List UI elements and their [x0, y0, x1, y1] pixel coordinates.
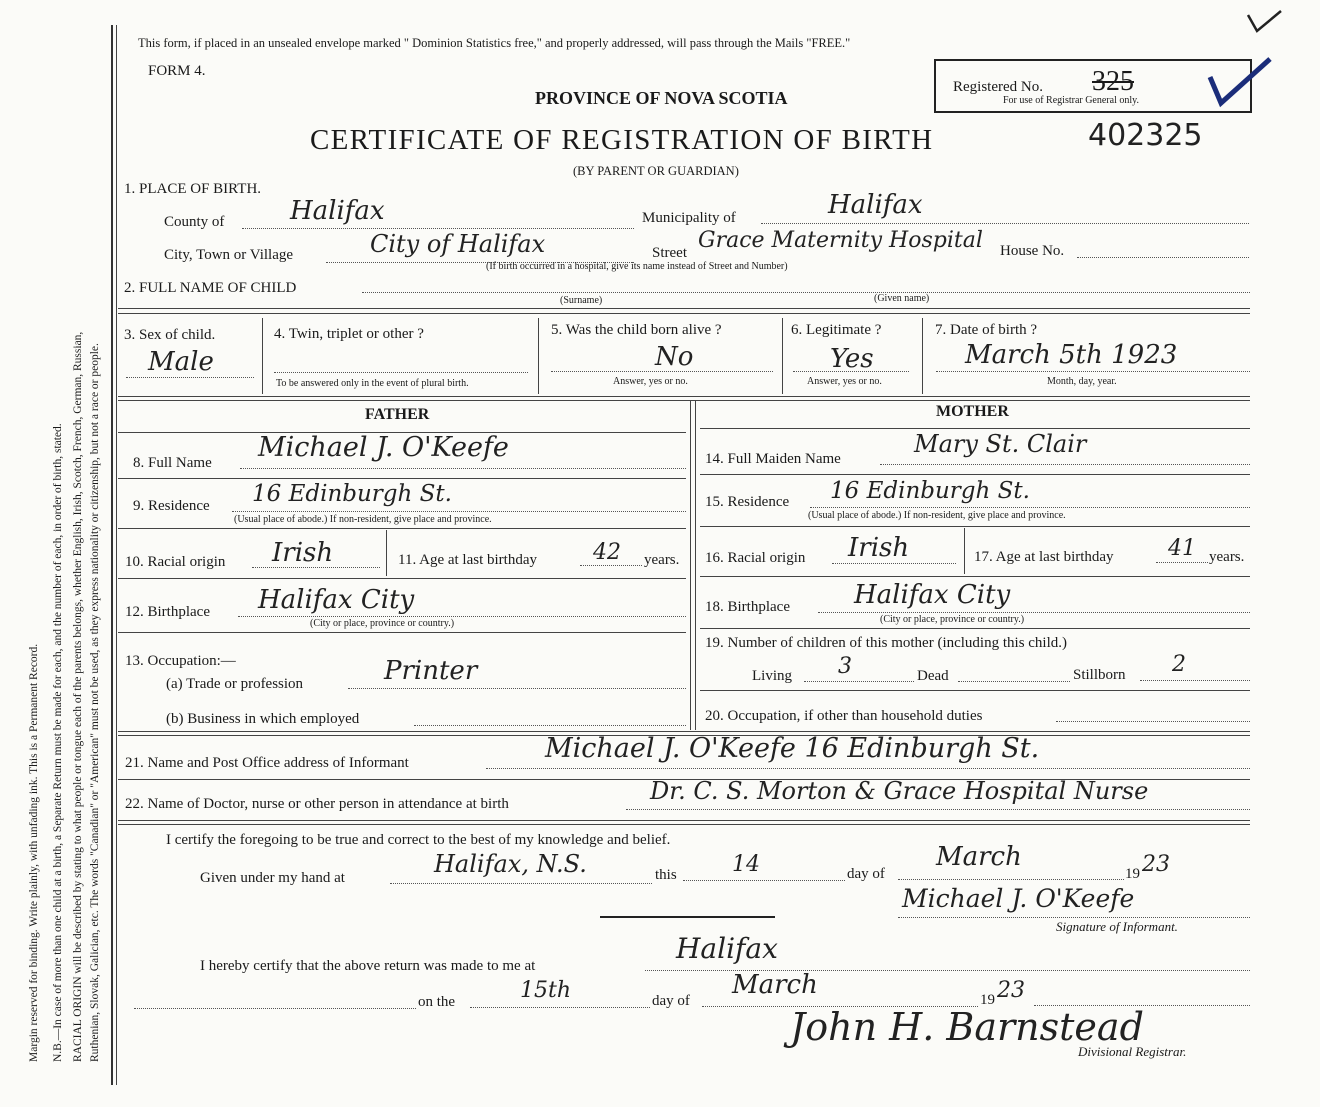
father-age-value: 42 [593, 540, 621, 565]
stillborn-line [1140, 680, 1250, 681]
year-value: 23 [1142, 852, 1170, 877]
county-line [242, 228, 634, 229]
father-heading: FATHER [365, 406, 430, 423]
child-name-label: 2. FULL NAME OF CHILD [124, 280, 297, 296]
twin-label: 4. Twin, triplet or other ? [274, 326, 424, 342]
mother-occupation-label: 20. Occupation, if other than household duties [705, 708, 983, 724]
mother-age-value: 41 [1168, 536, 1196, 561]
mother-years-label: years. [1209, 549, 1245, 565]
registrar-label: Divisional Registrar. [1078, 1044, 1187, 1059]
father-residence-value: 16 Edinburgh St. [252, 481, 452, 507]
mother-race-label: 16. Racial origin [705, 550, 806, 566]
informant-line [486, 768, 1250, 769]
city-label: City, Town or Village [164, 247, 294, 263]
municipality-line [761, 223, 1249, 224]
rule-4 [118, 400, 1250, 401]
reg-day-line [470, 1007, 650, 1008]
street-value: Grace Maternity Hospital [698, 228, 983, 253]
living-line [804, 681, 914, 682]
born-alive-value: No [655, 342, 694, 372]
rule-3 [118, 396, 1250, 397]
center-divider-2 [695, 400, 696, 730]
check-mark-icon [1205, 55, 1275, 110]
mother-rule-5 [700, 628, 1250, 629]
reg-month-value: March [732, 970, 818, 1000]
given-label: Given under my hand at [200, 870, 345, 886]
margin-note-3: RACIAL ORIGIN will be described by stating to what people or tongue each of the parents belongs, whether English, Irish, Scotch, French, German, Russian, [72, 331, 84, 1062]
rule-1 [118, 308, 1250, 309]
mother-birthplace-label: 18. Birthplace [705, 599, 790, 615]
trade-line [348, 688, 686, 689]
mother-race-line [832, 563, 956, 564]
binding-line-inner [116, 25, 117, 1085]
business-line [414, 725, 686, 726]
father-birthplace-value: Halifax City [258, 585, 415, 615]
dob-note: Month, day, year. [1047, 376, 1117, 387]
trade-label: (a) Trade or profession [166, 676, 304, 692]
father-name-line [240, 468, 686, 469]
father-birthplace-label: 12. Birthplace [125, 604, 210, 620]
mother-abode-note: (Usual place of abode.) If non-resident, give place and province. [808, 510, 1066, 521]
mother-age-line [1156, 562, 1208, 563]
rule-5 [118, 731, 1250, 732]
dead-line [958, 681, 1070, 682]
mother-residence-label: 15. Residence [705, 494, 790, 510]
binding-line [111, 25, 113, 1085]
legitimate-value: Yes [830, 344, 874, 374]
this-label: this [655, 867, 677, 883]
registrar-use-note: For use of Registrar General only. [1003, 95, 1139, 106]
county-value: Halifax [290, 196, 385, 226]
mother-rule-4 [700, 576, 1250, 577]
born-alive-label: 5. Was the child born alive ? [551, 322, 722, 338]
reg-day-of-label: day of [652, 993, 690, 1009]
doctor-value: Dr. C. S. Morton & Grace Hospital Nurse [650, 777, 1149, 805]
return-place-value: Halifax [676, 932, 778, 965]
mother-race-value: Irish [848, 533, 910, 563]
mother-residence-line [810, 507, 1250, 508]
mother-rule-1 [700, 428, 1250, 429]
certify-statement: I certify the foregoing to be true and correct to the best of my knowledge and belief. [166, 832, 671, 848]
mother-heading: MOTHER [936, 403, 1009, 420]
informant-label: 21. Name and Post Office address of Informant [125, 755, 409, 771]
business-label: (b) Business in which employed [166, 711, 360, 727]
registered-value: 325 [1092, 66, 1134, 97]
legitimate-note: Answer, yes or no. [807, 376, 882, 387]
father-rule-2 [118, 478, 686, 479]
registered-label: Registered No. [953, 79, 1043, 95]
father-birthplace-line [238, 616, 686, 617]
twin-line [274, 372, 528, 373]
father-years-label: years. [644, 552, 680, 568]
father-rule-3 [118, 528, 686, 529]
informant-value: Michael J. O'Keefe 16 Edinburgh St. [545, 733, 1040, 764]
father-residence-label: 9. Residence [133, 498, 210, 514]
margin-note-1: Margin reserved for binding. Write plainly, with unfading ink. This is a Permanent Record. [28, 643, 40, 1062]
father-residence-line [232, 511, 686, 512]
father-race-value: Irish [272, 538, 334, 568]
center-divider [690, 400, 691, 730]
legitimate-label: 6. Legitimate ? [791, 322, 882, 338]
house-label: House No. [1000, 243, 1065, 259]
occupation-label: 13. Occupation:— [125, 653, 236, 669]
mother-name-line [880, 464, 1250, 465]
mother-birthplace-value: Halifax City [854, 580, 1011, 610]
sex-line [126, 377, 254, 378]
col-divider-2 [538, 318, 539, 394]
col-divider-3 [782, 318, 783, 394]
father-race-label: 10. Racial origin [125, 554, 226, 570]
municipality-value: Halifax [828, 190, 923, 220]
day-line [683, 880, 845, 881]
mother-birthplace-note: (City or place, province or country.) [880, 614, 1025, 625]
return-day-pre-line [134, 1008, 416, 1009]
rule-9 [118, 824, 1250, 825]
dob-value: March 5th 1923 [965, 340, 1178, 370]
mail-note: This form, if placed in an unsealed envelope marked " Dominion Statistics free," and properly addressed, will pass through the Mails "FREE." [138, 36, 851, 50]
registrar-signature: John H. Barnstead [790, 1005, 1144, 1049]
stillborn-label: Stillborn [1073, 667, 1126, 683]
mother-name-label: 14. Full Maiden Name [705, 451, 841, 467]
given-name-note: (Given name) [874, 293, 930, 304]
municipality-label: Municipality of [642, 210, 736, 226]
mother-occupation-line [1056, 721, 1250, 722]
col-divider-1 [262, 318, 263, 394]
dob-label: 7. Date of birth ? [935, 322, 1038, 338]
rule-2 [118, 313, 1250, 314]
place-of-birth-label: 1. PLACE OF BIRTH. [124, 181, 262, 197]
on-the-label: on the [418, 994, 456, 1010]
col-divider-4 [922, 318, 923, 394]
hospital-note: (If birth occurred in a hospital, give its name instead of Street and Number) [486, 261, 788, 272]
father-name-value: Michael J. O'Keefe [258, 432, 509, 463]
mother-age-label: 17. Age at last birthday [974, 549, 1114, 565]
dob-line [936, 371, 1250, 372]
county-label: County of [164, 214, 225, 230]
mother-race-divider [964, 528, 965, 574]
sex-value: Male [148, 347, 214, 377]
surname-note: (Surname) [560, 295, 603, 306]
father-rule-5 [118, 632, 686, 633]
doctor-label: 22. Name of Doctor, nurse or other person in attendance at birth [125, 796, 509, 812]
doctor-line [626, 809, 1250, 810]
year-prefix: 19 [1125, 866, 1140, 882]
mother-birthplace-line [818, 612, 1250, 613]
day-value: 14 [732, 852, 760, 877]
mother-name-value: Mary St. Clair [914, 430, 1087, 458]
given-place-value: Halifax, N.S. [434, 850, 587, 878]
registrar-stamp-line [600, 916, 775, 918]
form-number: FORM 4. [148, 63, 206, 79]
margin-note-4: Ruthenian, Slovak, Galician, etc. The words "Canadian" or "American" must not be used, as they express nationality or citizenship, but not a race or people. [89, 343, 101, 1062]
child-name-line [362, 292, 1250, 293]
trade-value: Printer [384, 656, 478, 686]
given-place-line [390, 883, 652, 884]
registration-number: 402325 [1088, 118, 1203, 153]
father-age-line [580, 565, 642, 566]
house-line [1077, 257, 1249, 258]
month-line [898, 879, 1124, 880]
street-label: Street [652, 245, 687, 261]
twin-note: To be answered only in the event of plural birth. [276, 378, 469, 389]
page-title: CERTIFICATE OF REGISTRATION OF BIRTH [310, 124, 934, 156]
margin-note-2: N.B.—In case of more than one child at a birth, a Separate Return must be made for each, and the number of each, in order of birth, stated. [52, 423, 64, 1062]
page-subtitle: (BY PARENT OR GUARDIAN) [573, 164, 739, 178]
rule-8 [118, 820, 1250, 821]
corner-check-mark-icon [1245, 5, 1285, 35]
mother-rule-3 [700, 526, 1250, 527]
reg-year-value: 23 [997, 978, 1025, 1003]
reg-year-prefix: 19 [980, 992, 995, 1008]
sex-label: 3. Sex of child. [124, 327, 216, 343]
signature-label: Signature of Informant. [1056, 919, 1178, 934]
father-abode-note: (Usual place of abode.) If non-resident, give place and province. [234, 514, 492, 525]
children-label: 19. Number of children of this mother (including this child.) [705, 635, 1068, 651]
province: PROVINCE OF NOVA SCOTIA [535, 88, 788, 108]
informant-signature: Michael J. O'Keefe [902, 884, 1135, 913]
city-value: City of Halifax [370, 230, 546, 258]
father-birthplace-note: (City or place, province or country.) [310, 618, 455, 629]
living-value: 3 [838, 654, 852, 679]
stillborn-value: 2 [1172, 652, 1186, 677]
father-name-label: 8. Full Name [133, 455, 212, 471]
day-of-label: day of [847, 866, 885, 882]
mother-rule-2 [700, 474, 1250, 475]
return-label: I hereby certify that the above return was made to me at [200, 958, 536, 974]
father-age-label: 11. Age at last birthday [398, 552, 537, 568]
father-rule-4 [118, 578, 686, 579]
dead-label: Dead [917, 668, 949, 684]
month-value: March [936, 842, 1022, 872]
mother-residence-value: 16 Edinburgh St. [830, 478, 1030, 504]
living-label: Living [752, 668, 792, 684]
father-race-divider [386, 530, 387, 576]
mother-rule-6 [700, 690, 1250, 691]
reg-day-value: 15th [520, 978, 572, 1003]
signature-line [898, 917, 1250, 918]
born-alive-note: Answer, yes or no. [613, 376, 688, 387]
